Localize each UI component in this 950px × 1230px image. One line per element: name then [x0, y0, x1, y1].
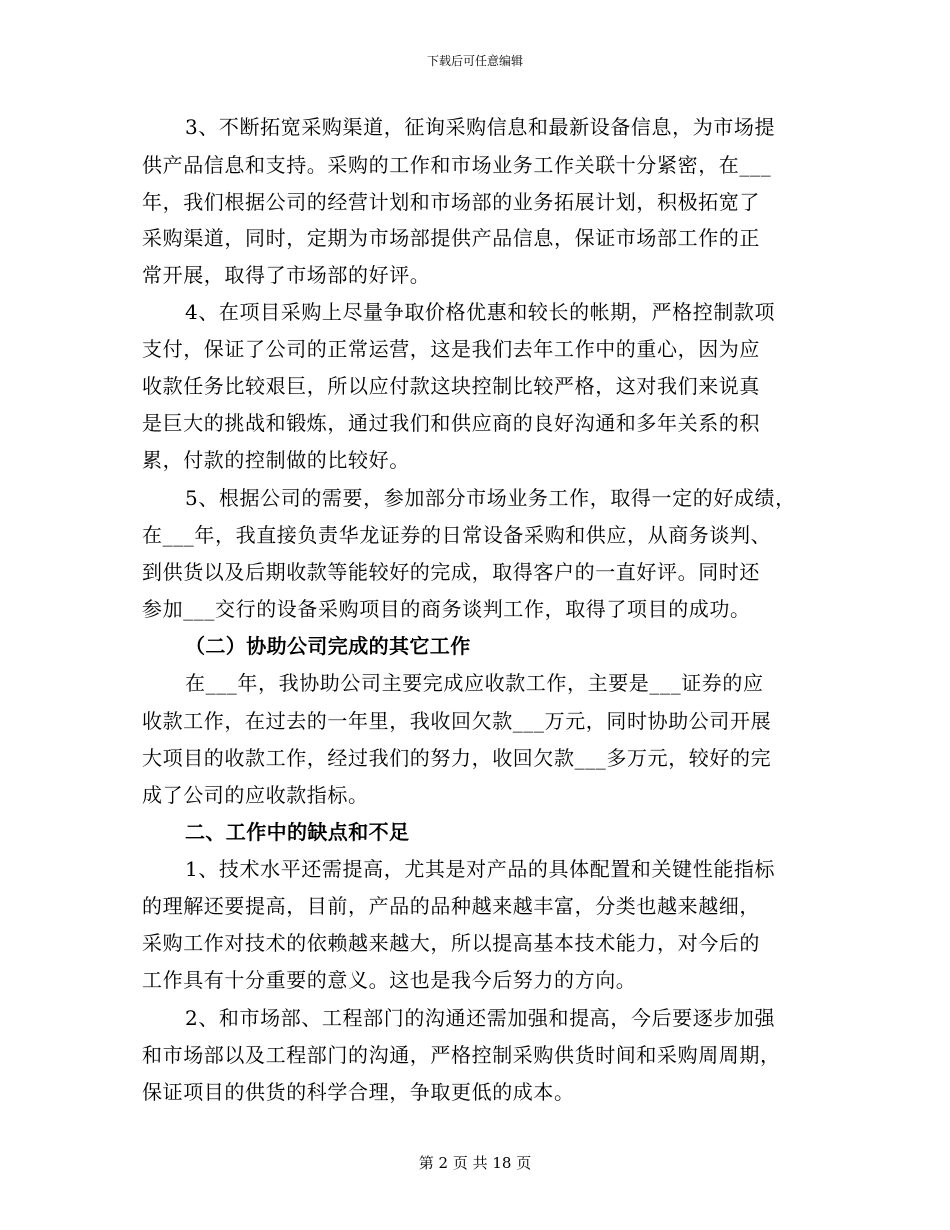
paragraph-5-line-2: 在___年，我直接负责华龙证券的日常设备采购和供应，从商务谈判、 — [142, 523, 772, 547]
paragraph-weakness-2-line-1: 2、和市场部、工程部门的沟通还需加强和提高，今后要逐步加强 — [185, 1006, 776, 1030]
paragraph-4-line-3: 收款任务比较艰巨，所以应付款这块控制比较严格，这对我们来说真 — [142, 374, 760, 398]
paragraph-4-line-2: 支付，保证了公司的正常运营，这是我们去年工作中的重心，因为应 — [142, 337, 760, 361]
paragraph-weakness-1-line-1: 1、技术水平还需提高，尤其是对产品的具体配置和关键性能指标 — [185, 857, 776, 881]
paragraph-weakness-2-line-3: 保证项目的供货的科学合理，争取更低的成本。 — [142, 1080, 575, 1104]
paragraph-other-line-3: 大项目的收款工作，经过我们的努力，收回欠款___多万元，较好的完 — [142, 746, 772, 770]
paragraph-4-line-5: 累，付款的控制做的比较好。 — [142, 448, 410, 472]
section-heading-2-2: （二）协助公司完成的其它工作 — [185, 634, 471, 658]
paragraph-3-line-1: 3、不断拓宽采购渠道，征询采购信息和最新设备信息，为市场提 — [185, 115, 776, 139]
page-number-footer: 第 2 页 共 18 页 — [418, 1154, 532, 1172]
paragraph-weakness-1-line-2: 的理解还要提高，目前，产品的品种越来越丰富，分类也越来越细， — [142, 894, 760, 918]
paragraph-3-line-4: 采购渠道，同时，定期为市场部提供产品信息，保证市场部工作的正 — [142, 226, 760, 250]
paragraph-3-line-5: 常开展，取得了市场部的好评。 — [142, 263, 431, 287]
page-header: 下载后可任意编辑 — [426, 54, 523, 68]
paragraph-4-line-1: 4、在项目采购上尽量争取价格优惠和较长的帐期，严格控制款项 — [185, 300, 776, 324]
paragraph-other-line-1: 在___年，我协助公司主要完成应收款工作，主要是___证券的应 — [185, 671, 764, 695]
paragraph-weakness-2-line-2: 和市场部以及工程部门的沟通，严格控制采购供货时间和采购周周期， — [142, 1043, 781, 1067]
paragraph-5-line-4: 参加___交行的设备采购项目的商务谈判工作，取得了项目的成功。 — [142, 597, 751, 621]
paragraph-5-line-3: 到供货以及后期收款等能较好的完成，取得客户的一直好评。同时还 — [142, 560, 760, 584]
paragraph-3-line-3: 年，我们根据公司的经营计划和市场部的业务拓展计划，积极拓宽了 — [142, 190, 760, 214]
paragraph-5-line-1: 5、根据公司的需要，参加部分市场业务工作，取得一定的好成绩， — [185, 486, 796, 510]
paragraph-4-line-4: 是巨大的挑战和锻炼，通过我们和供应商的良好沟通和多年关系的积 — [142, 411, 760, 435]
paragraph-other-line-4: 成了公司的应收款指标。 — [142, 783, 369, 807]
section-heading-2: 二、工作中的缺点和不足 — [185, 820, 410, 844]
paragraph-weakness-1-line-4: 工作具有十分重要的意义。这也是我今后努力的方向。 — [142, 968, 637, 992]
paragraph-other-line-2: 收款工作，在过去的一年里，我收回欠款___万元，同时协助公司开展 — [142, 709, 772, 733]
paragraph-3-line-2: 供产品信息和支持。采购的工作和市场业务工作关联十分紧密，在___ — [142, 153, 772, 177]
paragraph-weakness-1-line-3: 采购工作对技术的依赖越来越大，所以提高基本技术能力，对今后的 — [142, 931, 760, 955]
